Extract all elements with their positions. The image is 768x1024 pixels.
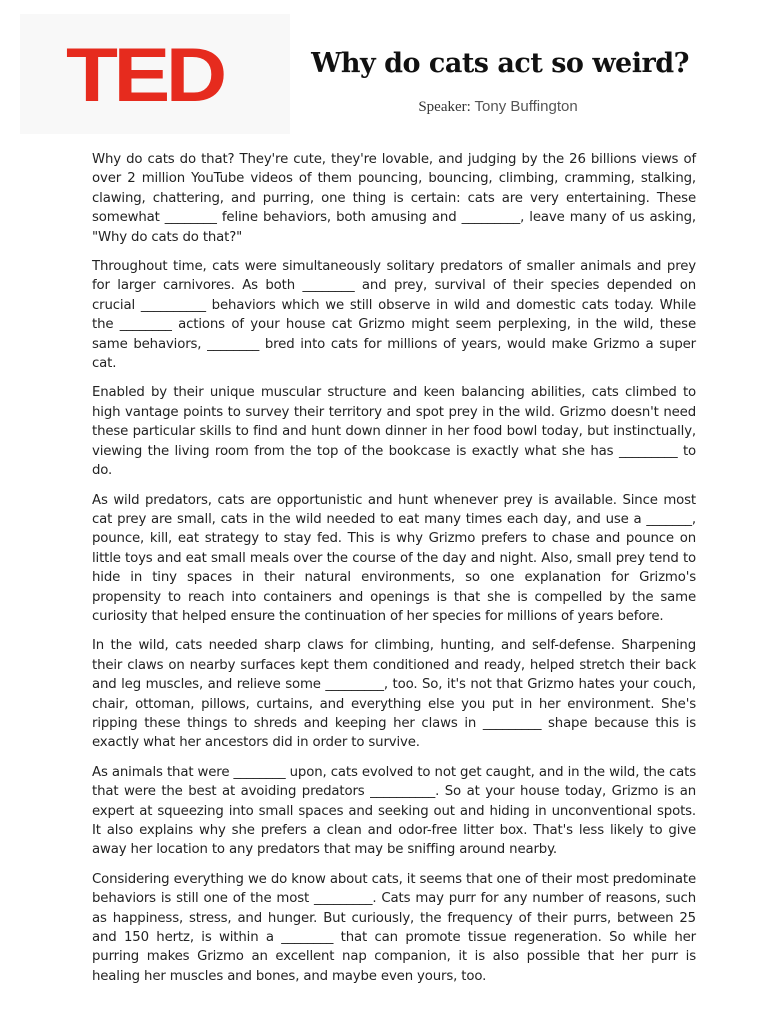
paragraph-5: In the wild, cats needed sharp claws for climbing, hunting, and self-defense. Sharpening their claws on nearby surfaces kept them conditioned and ready, helped stretch their back and leg muscles, and relieve some _________, too. So, it's not that Grizmo hates your couch, chair, ottoman, pillows, curtains, and everything else you put in her environment. She's ripping these things to shreds and keeping her claws in _________ shape because this is exactly what her ancestors did in order to survive. [92, 638, 696, 751]
paragraph-3: Enabled by their unique muscular structure and keen balancing abilities, cats climbed to high vantage points to survey their territory and spot prey in the wild. Grizmo doesn't need these particular skills to find and hunt down dinner in her food bowl today, but instinctually, viewing the living room from the top of the bookcase is exactly what she has _________ to do. [92, 385, 696, 479]
paragraph-1: Why do cats do that? They're cute, they're lovable, and judging by the 26 billions views of over 2 million YouTube videos of them pouncing, bouncing, climbing, cramming, stalking, clawing, chattering, and purring, one thing is certain: cats are very entertaining. These somewhat ________ feline behaviors, both amusing and _________, leave many of us asking, "Why do cats do that?" [92, 152, 696, 245]
article-body [92, 150, 696, 996]
speaker-name: Tony Buffington [474, 98, 578, 115]
speaker-line [290, 98, 706, 116]
paragraph-2: Throughout time, cats were simultaneously solitary predators of smaller animals and prey for larger carnivores. As both ________ and prey, survival of their species depended on crucial __________ behaviors which we still observe in wild and domestic cats today. While the ________ actions of your house cat Grizmo might seem perplexing, in the wild, these same behaviors, ________ bred into cats for millions of years, would make Grizmo a super cat. [92, 259, 696, 372]
paragraph-4: As wild predators, cats are opportunistic and hunt whenever prey is available. Since most cat prey are small, cats in the wild needed to eat many times each day, and use a _______, pounce, kill, eat strategy to stay fed. This is why Grizmo prefers to chase and pounce on little toys and eat small meals over the course of the day and night. Also, small prey tend to hide in tiny spaces in their natural environments, so one explanation for Grizmo's propensity to reach into containers and openings is that she is compelled by the same curiosity that helped ensure the continuation of her species for millions of years before. [92, 492, 696, 624]
speaker-label: Speaker: [418, 99, 471, 115]
paragraph-7: Considering everything we do know about cats, it seems that one of their most predominate behaviors is still one of the most _________. Cats may purr for any number of reasons, such as happiness, stress, and hunger. But curiously, the frequency of their purrs, between 25 and 150 hertz, is within a ________ that can promote tissue regeneration. So while her purring makes Grizmo an excellent nap companion, it is also possible that her purr is healing her muscles and bones, and maybe even yours, too. [92, 871, 696, 984]
page-title: Why do cats act so weird? [311, 48, 689, 79]
ted-logo: TED [66, 33, 223, 118]
paragraph-6: As animals that were ________ upon, cats evolved to not get caught, and in the wild, the cats that were the best at avoiding predators __________. So at your house today, Grizmo is an expert at squeezing into small spaces and seeking out and hiding in unconventional spots. It also explains why she prefers a clean and odor-free litter box. That's less likely to give away her location to any predators that may be sniffing around nearby. [92, 764, 696, 858]
